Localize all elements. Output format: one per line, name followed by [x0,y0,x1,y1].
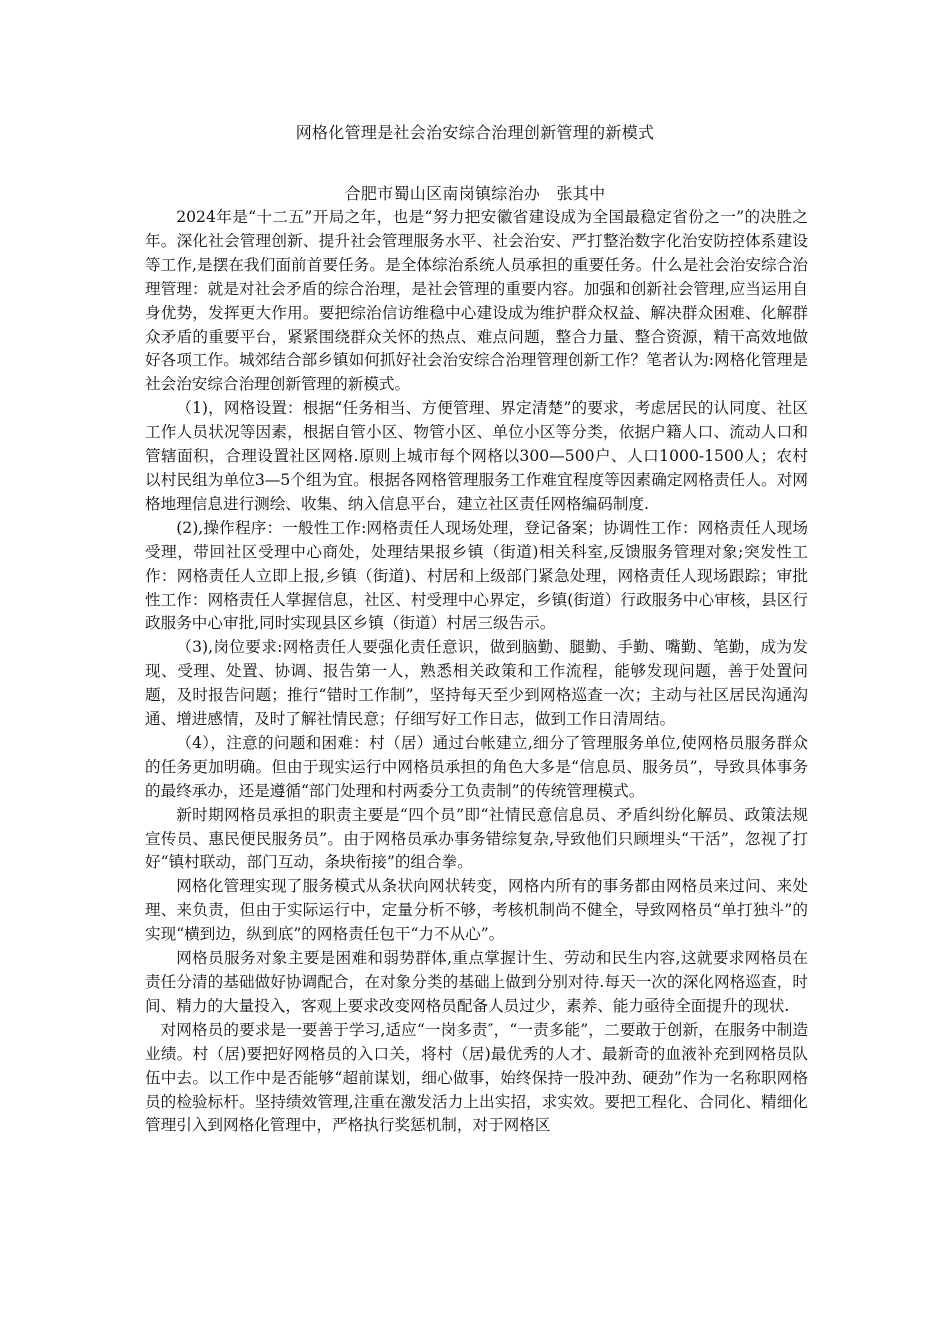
paragraph-procedure: (2),操作程序：一般性工作:网格责任人现场处理，登记备案；协调性工作：网格责任人现场受理，带回社区受理中心商处，处理结果报乡镇（街道)相关科室,反馈服务管理对象;突发性工作：网格责任人立即上报,乡镇（街道)、村居和上级部门紧急处理，网格责任人现场跟踪；审批性工作：网格责任人掌握信息，社区、村受理中心界定，乡镇(街道）行政服务中心审核，县区行政服务中心审批,同时实现县区乡镇（街道）村居三级告示。 [145,518,808,633]
paragraph-duties: 新时期网格员承担的职责主要是“四个员”即“社情民意信息员、矛盾纠纷化解员、政策法规宣传员、惠民便民服务员”。由于网格员承办事务错综复杂,导致他们只顾埋头“干活”，忽视了打好“镇村联动，部门互动，条块衔接”的组合拳。 [145,805,808,872]
paragraph-service-model: 网格化管理实现了服务模式从条状向网状转变，网格内所有的事务都由网格员来过问、来处理、来负责，但由于实际运行中，定量分析不够，考核机制尚不健全，导致网格员“单打独斗”的实现“横到边，纵到底”的网格责任包干“力不从心”。 [145,877,808,944]
paragraph-problems: （4），注意的问题和困难：村（居）通过台帐建立,细分了管理服务单位,使网格员服务群众的任务更加明确。但由于现实运行中网格员承担的角色大多是“信息员、服务员”，导致具体事务的最终承办，还是遵循“部门处理和村两委分工负责制”的传统管理模式。 [145,733,808,800]
author-line: 合肥市蜀山区南岗镇综治办 张其中 [344,184,606,203]
paragraph-intro: 2024年是“十二五”开局之年，也是“努力把安徽省建设成为全国最稳定省份之一”的决胜之年。深化社会管理创新、提升社会管理服务水平、社会治安、严打整治数字化治安防控体系建设等工作,是摆在我们面前首要任务。是全体综治系统人员承担的重要任务。什么是社会治安综合治理管理：就是对社会矛盾的综合治理，是社会管理的重要内容。加强和创新社会管理,应当运用自身优势，发挥更大作用。要把综治信访维稳中心建设成为维护群众权益、解决群众困难、化解群众矛盾的重要平台，紧紧围绕群众关怀的热点、难点问题，整合力量、整合资源，精干高效地做好各项工作。城郊结合部乡镇如何抓好社会治安综合治理管理创新工作？笔者认为:网格化管理是社会治安综合治理创新管理的新模式。 [145,208,808,394]
paragraph-grid-setup: （1)，网格设置：根据“任务相当、方便管理、界定清楚”的要求，考虑居民的认同度、社区工作人员状况等因素，根据自管小区、物管小区、单位小区等分类，依据户籍人口、流动人口和管辖面积，合理设置社区网格.原则上城市每个网格以300—500户、人口1000-1500人；农村以村民组为单位3—5个组为宜。根据各网格管理服务工作难宜程度等因素确定网格责任人。对网格地理信息进行测绘、收集、纳入信息平台，建立社区责任网格编码制度. [145,399,808,513]
paragraph-service-targets: 网格员服务对象主要是困难和弱势群体,重点掌握计生、劳动和民生内容,这就要求网格员在责任分清的基础做好协调配合，在对象分类的基础上做到分别对待.每天一次的深化网格巡查，时间、精力的大量投入，客观上要求改变网格员配备人员过少，素养、能力亟待全面提升的现状. [145,949,808,1015]
paragraph-requirements: 对网格员的要求是一要善于学习,适应“一岗多责″，“一责多能”，二要敢于创新，在服务中制造业绩。村（居)要把好网格员的入口关，将村（居)最优秀的人才、最新奇的血液补充到网格员队伍中去。以工作中是否能够“超前谋划，细心做事，始终保持一股冲劲、硬劲”作为一名称职网格员的检验标杆。坚持绩效管理,注重在激发活力上出实招，求实效。要把工程化、合同化、精细化管理引入到网格化管理中，严格执行奖惩机制，对于网格区 [145,1020,808,1135]
document-body [145,206,808,1138]
paragraph-post-requirements: （3),岗位要求:网格责任人要强化责任意识，做到脑勤、腿勤、手勤、嘴勤、笔勤，成为发现、受理、处置、协调、报告第一人，熟悉相关政策和工作流程，能够发现问题，善于处置问题，及时报告问题；推行“错时工作制”，坚持每天至少到网格巡查一次；主动与社区居民沟通沟通、增进感情，及时了解社情民意；仔细写好工作日志，做到工作日清周结。 [145,638,808,729]
document-title: 网格化管理是社会治安综合治理创新管理的新模式 [295,123,655,142]
